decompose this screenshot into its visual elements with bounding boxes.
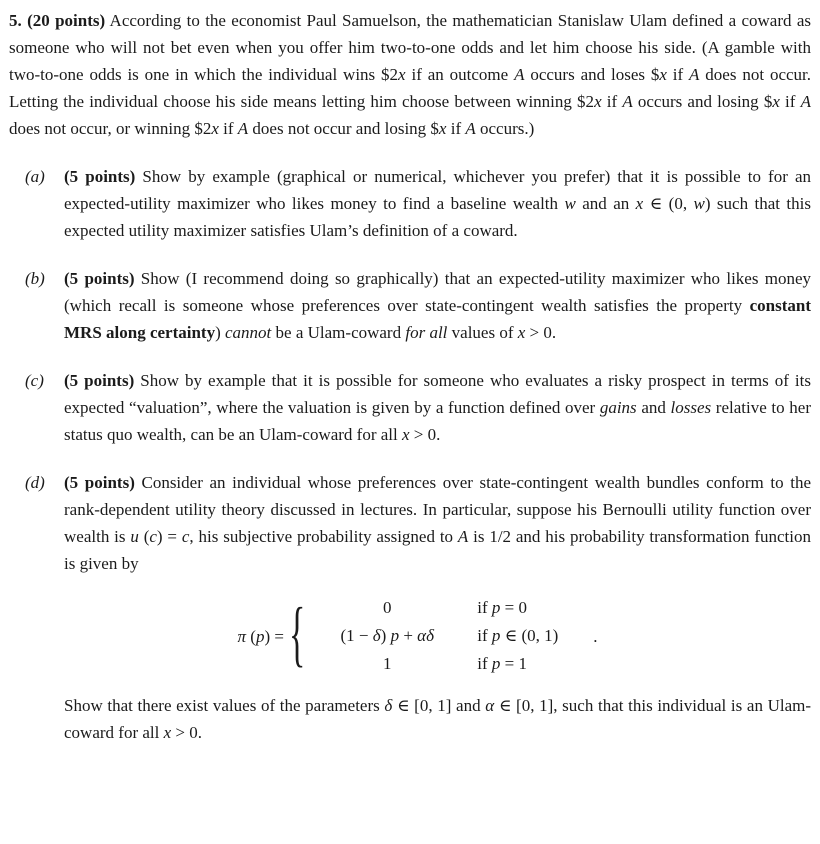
case-value: 1 [383, 654, 392, 673]
item-c-label: (c) [25, 371, 44, 390]
equation-lhs: π (p) = [237, 626, 284, 646]
equation-cases [313, 594, 583, 678]
item-a-label: (a) [25, 167, 45, 186]
case-condition: if p = 0 [477, 598, 527, 617]
case-value: (1 − δ) p + αδ [340, 626, 435, 645]
case-row [313, 622, 583, 650]
item-d [9, 469, 811, 746]
item-c [9, 367, 811, 448]
case-row [313, 650, 583, 678]
case-value: 0 [383, 598, 392, 617]
item-c-body: (5 points) Show by example that it is possible for someone who evaluates a risky prospect in terms of its expected “valuation”, where the valuation is given by a function defined over gains and losses relative to her status quo wealth, can be an Ulam-coward for all x > 0. [64, 371, 811, 444]
case-row [313, 594, 583, 622]
item-d-body: (5 points) Consider an individual whose preferences over state-contingent wealth bundles conform to the rank-dependent utility theory discussed in lectures. In particular, suppose his Bernoulli utility function over wealth is u (c) = c, his subjective probability assigned to A is 1/2 and his probability transformation function is given by [64, 473, 811, 573]
case-condition: if p ∈ (0, 1) [477, 626, 559, 645]
item-b [9, 265, 811, 346]
problem-statement: 5. (20 points) According to the economist Paul Samuelson, the mathematician Stanislaw Ulam defined a coward as someone who will not bet even when you offer him two-to-one odds and let him choose his side. (A gamble with two-to-one odds is one in which the individual wins $2x if an outcome A occurs and loses $x if A does not occur. Letting the individual choose his side means letting him choose between winning $2x if A occurs and losing $x if A does not occur, or winning $2x if A does not occur and losing $x if A occurs.) [9, 11, 812, 138]
equation-end-period: . [593, 626, 598, 646]
case-condition: if p = 1 [477, 654, 527, 673]
item-a-body: (5 points) Show by example (graphical or numerical, whichever you prefer) that it is possible to for an expected-utility maximizer who likes money to find a baseline wealth w and an x ∈ (0, w) such that this expected utility maximizer satisfies Ulam’s definition of a coward. [64, 167, 811, 240]
item-a [9, 163, 811, 244]
left-brace-icon: { [288, 595, 306, 675]
item-b-label: (b) [25, 269, 45, 288]
probability-transformation-equation [64, 594, 771, 678]
item-b-body: (5 points) Show (I recommend doing so graphically) that an expected-utility maximizer who likes money (which recall is someone whose preferences over state-contingent wealth satisfies the property constant MRS along certainty) cannot be a Ulam-coward for all values of x > 0. [64, 269, 811, 342]
item-d-closing: Show that there exist values of the parameters δ ∈ [0, 1] and α ∈ [0, 1], such that this individual is an Ulam-coward for all x > 0. [64, 696, 812, 742]
item-d-label: (d) [25, 473, 45, 492]
